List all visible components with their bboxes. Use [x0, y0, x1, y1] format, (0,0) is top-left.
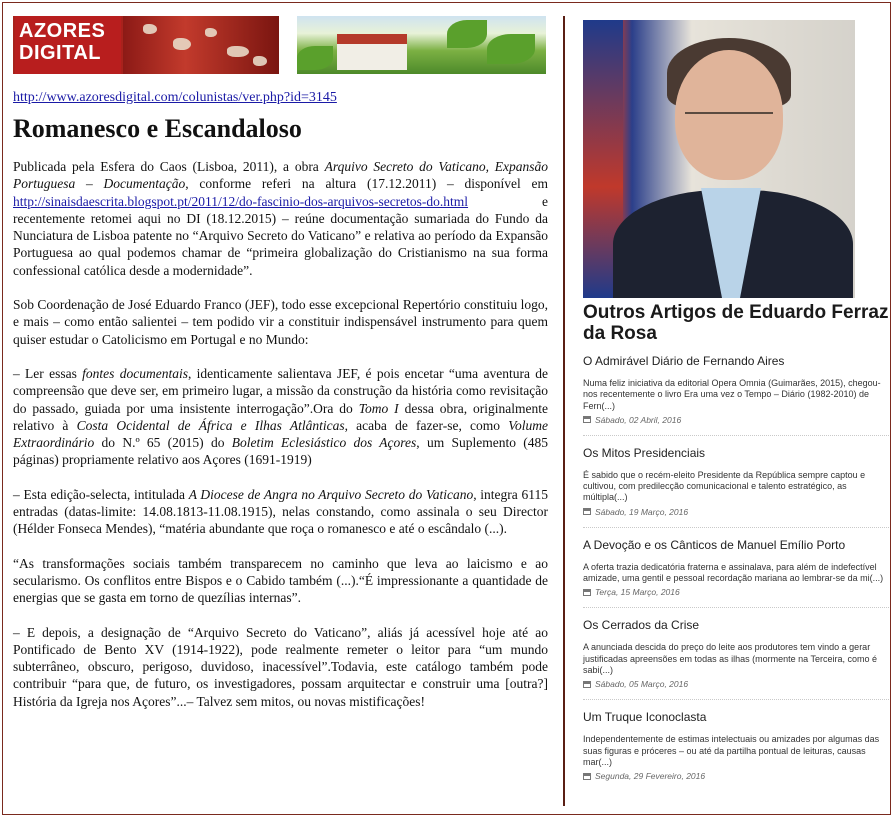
paragraph-2: Sob Coordenação de José Eduardo Franco (JEF), todo esse excepcional Repertório constituiu logo, e mais – como então salientei – tem podido vir a constituir indispensável instrumento para quem quiser estudar o Catolicismo em Portugal e no Mundo:: [13, 297, 548, 347]
article-title: Romanesco e Escandaloso: [13, 114, 302, 143]
list-item[interactable]: [583, 354, 889, 436]
list-item[interactable]: [583, 618, 889, 700]
paragraph-1: Publicada pela Esfera do Caos (Lisboa, 2011), a obra Arquivo Secreto do Vaticano, Expansão Portuguesa – Documentação, conforme referi na altura (17.12.2011) – disponível em http://sinaisdaescrita.blogspot.pt/2011/12/do-fascinio-dos-arquivos-secretos-do.html e recentemente retomei aqui no DI (18.12.2015) – reúne documentação sumariada do Fundo da Nunciatura de Lisboa patente no “Arquivo Secreto do Vaticano” e relativa ao período da Expansão Portuguesa ao qual podemos chamar de “primeira globalização do Cristianismo na sua forma confessional católica desde a modernidade”.: [13, 159, 548, 278]
item-title-link[interactable]: O Admirável Diário de Fernando Aires: [583, 354, 785, 368]
item-excerpt: Independentemente de estimas intelectuais ou amizades por algumas das suas figuras e próceres – ou até da partilha pontual de leituras, causas mar(...): [583, 734, 880, 767]
item-date: Sábado, 02 Abril, 2016: [583, 415, 889, 425]
item-title-link[interactable]: Os Cerrados da Crise: [583, 618, 700, 633]
list-item[interactable]: [583, 446, 889, 528]
item-date: Terça, 15 Março, 2016: [583, 587, 889, 597]
sidebar: [583, 20, 889, 801]
blog-link[interactable]: http://sinaisdaescrita.blogspot.pt/2011/12/do-fascinio-dos-arquivos-secretos-do.html: [13, 193, 469, 209]
item-title-link[interactable]: Um Truque Iconoclasta: [583, 710, 707, 725]
calendar-icon: [583, 681, 591, 688]
paragraph-5: “As transformações sociais também transparecem no caminho que leva ao laicismo e ao secularismo. Os conflitos entre Bispos e o Cabido também (...).“É impressionante a quantidade de energias que se gasta em torno de quezílias internas”.: [13, 555, 548, 606]
calendar-icon: [583, 416, 591, 423]
list-item[interactable]: [583, 710, 889, 791]
landscape-photo: [297, 16, 546, 74]
logo-line-2: DIGITAL: [19, 42, 102, 64]
article-column: [13, 16, 548, 727]
list-item[interactable]: [583, 538, 889, 609]
item-date: Segunda, 29 Fevereiro, 2016: [583, 771, 889, 781]
item-excerpt: Numa feliz iniciativa da editorial Opera Omnia (Guimarães, 2015), chegou-nos recentemente o livro Era uma vez o Tempo – Diário (1982-2010) de Fern(...): [583, 378, 881, 411]
calendar-icon: [583, 508, 591, 515]
azores-digital-banner[interactable]: [13, 16, 546, 74]
item-date: Sábado, 19 Março, 2016: [583, 507, 889, 517]
logo-line-1: AZORES: [19, 20, 106, 42]
author-photo: [583, 20, 855, 298]
item-title-link[interactable]: Os Mitos Presidenciais: [583, 445, 706, 460]
item-excerpt: É sabido que o recém-eleito Presidente da República sempre captou e cultivou, com predilecção comunicacional e talento estratégico, as múltipla(...): [583, 469, 866, 503]
item-excerpt: A oferta trazia dedicatória fraterna e assinalava, para além de indefectível amizade, uma gentil e pessoal recordação mariana ao lembrar-se da mi(...): [583, 561, 884, 584]
item-date: Sábado, 05 Março, 2016: [583, 679, 889, 689]
paragraph-4: – Esta edição-selecta, intitulada A Diocese de Angra no Arquivo Secreto do Vaticano, integra 6115 entradas (datas-limite: 14.08.1813-11.08.1915), nelas constando, como assinala o seu Director (Hélder Fonseca Mendes), “matéria abundante que roça o romanesco e até o escândalo (...).: [13, 486, 549, 537]
calendar-icon: [583, 773, 591, 780]
paragraph-6: – E depois, a designação de “Arquivo Secreto do Vaticano”, aliás já acessível hoje até ao Pontificado de Bento XV (1914-1922), pode realmente remeter o leitor para “um mundo subterrâneo, obscuro, perigoso, duvidoso, inacessível”.Todavia, este catálogo também pode contribuir “para que, de futuro, os investigadores, possam arquitectar e construir uma [outra?] História da Igreja nos Açores”...– Talvez sem mitos, ou novas mistificações!: [13, 624, 548, 709]
article-url-link[interactable]: http://www.azoresdigital.com/colunistas/ver.php?id=3145: [13, 90, 337, 105]
site-logo: [15, 16, 121, 74]
logo-box: [13, 16, 279, 74]
paragraph-3: – Ler essas fontes documentais, identicamente salientava JEF, é pois encetar “uma aventura de compreensão que deve ser, em primeiro lugar, a missão da construção da história como revisitação do passado, guiada por uma insistente interrogação”.Ora do Tomo I dessa obra, originalmente relativo à Costa Ocidental de África e Ilhas Atlânticas, acaba de fazer-se, como Volume Extraordinário do N.º 65 (2015) do Boletim Eclesiástico dos Açores, um Suplemento (485 páginas) propriamente relativo aos Açores (1691-1919): [13, 365, 548, 468]
item-excerpt: A anunciada descida do preço do leite aos produtores tem vindo a gerar justificadas apreensões em todas as ilhas (mormente na Terceira, como é sabi(...): [583, 642, 877, 675]
item-title-link[interactable]: A Devoção e os Cânticos de Manuel Emílio Porto: [583, 537, 846, 552]
sidebar-heading: Outros Artigos de Eduardo Ferraz da Rosa: [583, 302, 889, 344]
column-divider: [563, 16, 565, 806]
calendar-icon: [583, 589, 591, 596]
islands-map-graphic: [123, 16, 279, 74]
